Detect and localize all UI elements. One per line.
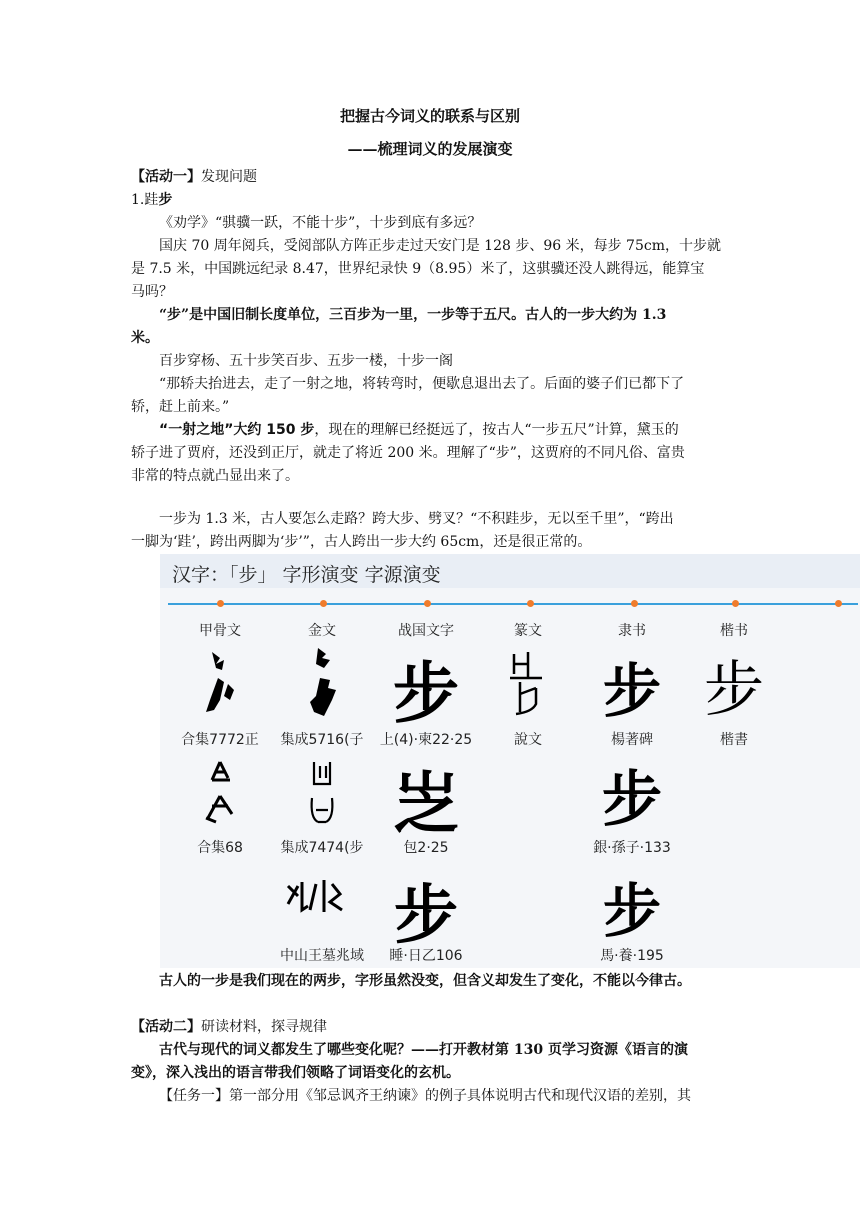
paragraph-definition-1 [131, 304, 731, 327]
paragraph-shot-3: 非常的特点就凸显出来了。 [131, 468, 299, 484]
caption-shuowen: 說文 [514, 732, 542, 748]
paragraph-parade-3: 马吗？ [131, 284, 173, 300]
shot-distance-bold: “一射之地”大约 150 步 [159, 422, 315, 438]
shot-distance-text: ，现在的理解已经挺远了，按古人“一步五尺”计算，黛玉的 [314, 422, 679, 438]
figure-header [160, 554, 860, 588]
timeline-dot [320, 600, 327, 607]
paragraph-idioms: 百步穿杨、五十步笑百步、五步一楼，十步一阁 [159, 353, 453, 369]
paragraph-parade-2: 是 7.5 米，中国跳远纪录 8.47，世界纪录快 9（8.95）米了，这骐骥还没人跳得远，能算宝 [131, 261, 705, 277]
timeline-dot [217, 600, 224, 607]
item-number: 1. [131, 192, 145, 208]
definition-rule: 三百步为一里，一步等于五尺。古人的一步大约为 1.3 [329, 307, 667, 323]
caption-kaishu: 楷書 [720, 732, 748, 748]
task1-line [131, 1085, 731, 1108]
stage-label-regular: 楷书 [720, 623, 748, 639]
bronze-glyph-2 [300, 758, 344, 830]
caption-yin-sunzi-133: 銀·孫子·133 [593, 840, 671, 856]
timeline-line [168, 603, 858, 605]
activity1-heading [131, 166, 731, 189]
shui-glyph: 步 [394, 878, 458, 953]
figure-title: 汉字：「步」 字形演变 字源演变 [172, 564, 441, 586]
item-word-plain: 跬 [144, 192, 159, 208]
caption-zhongshan: 中山王墓兆域 [280, 948, 364, 964]
stage-label-clerical: 隶书 [618, 623, 646, 639]
zhongshan-glyph [280, 874, 360, 920]
caption-heji-68: 合集68 [197, 840, 243, 856]
oracle-glyph-2 [198, 758, 242, 828]
item-heading [131, 189, 731, 212]
item-word-bold: 步 [158, 192, 173, 208]
character-evolution-figure [160, 554, 860, 968]
oracle-glyph-1 [198, 648, 242, 718]
clerical-glyph-1: 步 [602, 657, 661, 725]
ma-glyph: 步 [602, 877, 661, 945]
timeline-dot [631, 600, 638, 607]
warring-states-glyph-2: 㞫 [393, 764, 459, 842]
caption-shang-4: 上(4)·柬22·25 [379, 732, 473, 748]
activity1-bracket: 【活动一】 [131, 169, 201, 185]
task1-bracket: 【任务一】 [159, 1088, 229, 1104]
paragraph-stride-1: 一步为 1.3 米，古人要怎么走路？跨大步、劈叉？“不积跬步，无以至千里”，“跨出 [159, 511, 674, 527]
caption-yangzhu-stele: 楊著碑 [611, 732, 653, 748]
activity2-heading [131, 1016, 731, 1039]
paragraph-shot-2: 轿子进了贾府，还没到正厅，就走了将近 200 米。理解了“步”，这贾府的不同凡俗、富贵 [131, 445, 685, 461]
timeline-dot [732, 600, 739, 607]
stage-label-bronze: 金文 [308, 623, 336, 639]
caption-heji-7772: 合集7772正 [181, 732, 259, 748]
clerical-glyph-2: 步 [602, 765, 662, 835]
activity2-bracket: 【活动二】 [131, 1019, 201, 1035]
warring-states-glyph-1: 步 [393, 654, 459, 732]
paragraph-quote-1: “那轿夫抬进去，走了一射之地，将转弯时，便歇息退出去了。后面的婆子们已都下了 [159, 376, 685, 392]
caption-jicheng-5716: 集成5716(子 [280, 732, 364, 748]
regular-glyph-1: 步 [704, 655, 764, 725]
paragraph-question: 《劝学》“骐骥一跃，不能十步”，十步到底有多远？ [159, 215, 482, 231]
document-title: 把握古今词义的联系与区别 [339, 107, 520, 125]
paragraph-stride-2: 一脚为‘跬’，跨出两脚为‘步’”，古人跨出一步大约 65cm，还是很正常的。 [131, 534, 592, 550]
paragraph-definition-2: 米。 [131, 330, 159, 346]
paragraph-parade-1: 国庆 70 周年阅兵，受阅部队方阵正步走过天安门是 128 步、96 米，每步 75cm，十步就 [159, 238, 721, 254]
caption-jicheng-7474: 集成7474(步 [280, 840, 364, 856]
caption-bao-2-25: 包2·25 [403, 840, 449, 856]
timeline-dot [527, 600, 534, 607]
task1-text: 第一部分用《邹忌讽齐王纳谏》的例子具体说明古代和现代汉语的差别，其 [229, 1088, 691, 1104]
conclusion-line: 古人的一步是我们现在的两步，字形虽然没变，但含义却发生了变化，不能以今律古。 [159, 973, 691, 989]
activity1-heading-text: 发现问题 [201, 169, 257, 185]
timeline-dot [835, 600, 842, 607]
timeline-dot [424, 600, 431, 607]
activity2-heading-text: 研读材料，探寻规律 [201, 1019, 327, 1035]
caption-ma-yang-195: 馬·養·195 [600, 948, 664, 964]
definition-lead: “步”是中国旧制长度单位， [159, 307, 330, 323]
paragraph-quote-2: 轿，赶上前来。” [131, 399, 230, 415]
stage-label-oracle: 甲骨文 [199, 623, 241, 639]
caption-shui-riyi-106: 睡·日乙106 [389, 948, 463, 964]
stage-label-seal: 篆文 [514, 623, 542, 639]
activity2-paragraph-2: 变》，深入浅出的语言带我们领略了词语变化的玄机。 [131, 1065, 460, 1081]
stage-label-warring-states: 战国文字 [398, 623, 454, 639]
document-subtitle: ——梳理词义的发展演变 [347, 140, 513, 158]
bronze-glyph-1 [300, 646, 344, 720]
paragraph-shot-1 [131, 419, 731, 442]
activity2-paragraph-1: 古代与现代的词义都发生了哪些变化呢？——打开教材第 130 页学习资源《语言的演 [159, 1042, 688, 1058]
seal-glyph-1 [506, 648, 550, 718]
